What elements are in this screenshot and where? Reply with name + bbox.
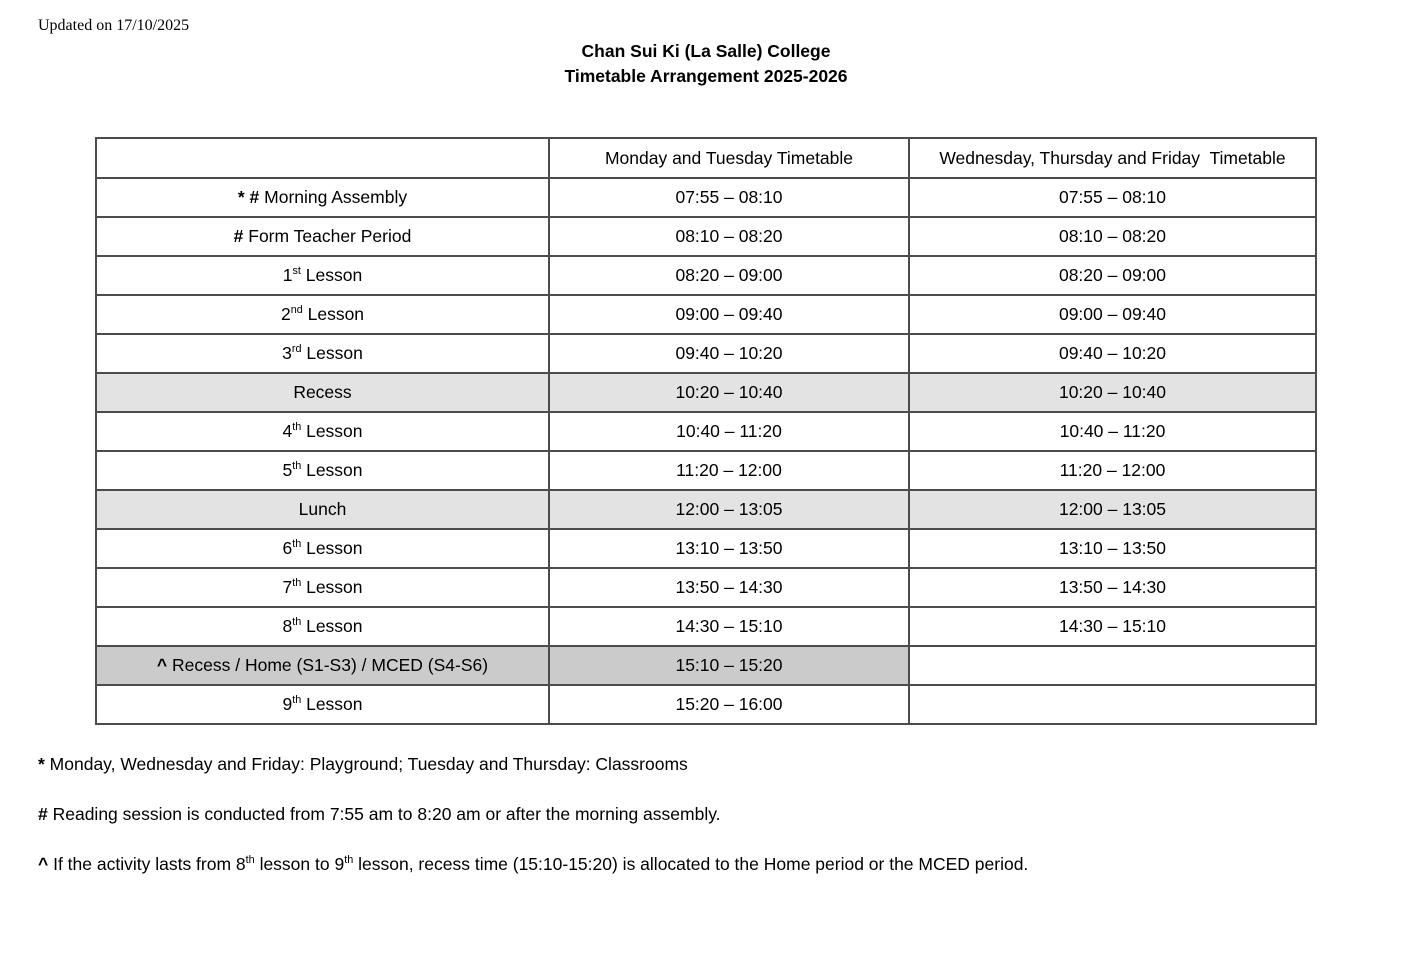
text-segment: Lesson: [301, 421, 363, 441]
timetable-row: [96, 646, 1316, 685]
text-segment: Recess: [293, 382, 352, 402]
timetable-row: [96, 685, 1316, 724]
text-segment: Lunch: [298, 499, 347, 519]
text-segment: 2: [280, 304, 291, 324]
timetable-row: [96, 568, 1316, 607]
timetable: [95, 137, 1317, 725]
period-cell: [96, 217, 549, 256]
timetable-row: [96, 412, 1316, 451]
period-cell: [96, 529, 549, 568]
timetable-body: [96, 178, 1316, 724]
time-cell-wed-thu-fri: 10:40 – 11:20: [909, 412, 1316, 451]
period-cell: [96, 568, 549, 607]
text-segment: 8: [282, 616, 293, 636]
time-cell-wed-thu-fri: 12:00 – 13:05: [909, 490, 1316, 529]
period-cell: [96, 256, 549, 295]
ordinal-superscript: rd: [291, 343, 302, 356]
ordinal-superscript: th: [292, 616, 302, 629]
symbol-prefix: ^: [38, 854, 49, 874]
timetable-row: [96, 451, 1316, 490]
text-segment: Lesson: [301, 538, 363, 558]
ordinal-superscript: th: [292, 460, 302, 473]
period-cell: [96, 685, 549, 724]
text-segment: Lesson: [301, 694, 363, 714]
time-cell-mon-tue: 07:55 – 08:10: [549, 178, 909, 217]
time-cell-mon-tue: 11:20 – 12:00: [549, 451, 909, 490]
text-segment: Morning Assembly: [259, 187, 408, 207]
symbol-prefix: *: [38, 754, 45, 774]
timetable-row: [96, 295, 1316, 334]
time-cell-mon-tue: 15:20 – 16:00: [549, 685, 909, 724]
text-segment: 6: [282, 538, 293, 558]
page-title-line1: Chan Sui Ki (La Salle) College: [581, 41, 831, 61]
ordinal-superscript: th: [292, 694, 302, 707]
time-cell-mon-tue: 10:20 – 10:40: [549, 373, 909, 412]
footnotes: [38, 754, 1412, 874]
ordinal-superscript: th: [245, 854, 255, 867]
period-cell: [96, 295, 549, 334]
text-segment: Lesson: [300, 265, 363, 285]
time-cell-mon-tue: 08:10 – 08:20: [549, 217, 909, 256]
text-segment: 7: [282, 577, 293, 597]
ordinal-superscript: st: [292, 265, 301, 278]
text-segment: 4: [282, 421, 293, 441]
time-cell-wed-thu-fri: 09:40 – 10:20: [909, 334, 1316, 373]
period-cell: [96, 451, 549, 490]
time-cell-mon-tue: 12:00 – 13:05: [549, 490, 909, 529]
time-cell-wed-thu-fri: [909, 685, 1316, 724]
page-title: [0, 0, 1412, 89]
time-cell-wed-thu-fri: 08:10 – 08:20: [909, 217, 1316, 256]
text-segment: Lesson: [302, 304, 365, 324]
footnote: [38, 804, 1412, 824]
text-segment: lesson to 9: [254, 854, 345, 874]
ordinal-superscript: th: [344, 854, 354, 867]
timetable-row: [96, 334, 1316, 373]
timetable-row: [96, 256, 1316, 295]
text-segment: lesson, recess time (15:10-15:20) is allocated to the Home period or the MCED period.: [353, 854, 1029, 874]
time-cell-wed-thu-fri: 11:20 – 12:00: [909, 451, 1316, 490]
mon-tue-header-cell: Monday and Tuesday Timetable: [549, 138, 909, 178]
text-segment: If the activity lasts from 8: [48, 854, 246, 874]
time-cell-mon-tue: 09:00 – 09:40: [549, 295, 909, 334]
text-segment: Lesson: [301, 616, 363, 636]
text-segment: Recess / Home (S1-S3) / MCED (S4-S6): [167, 655, 489, 675]
period-cell: [96, 334, 549, 373]
time-cell-mon-tue: 15:10 – 15:20: [549, 646, 909, 685]
period-cell: [96, 178, 549, 217]
ordinal-superscript: th: [292, 577, 302, 590]
corner-header-cell: [96, 138, 549, 178]
time-cell-mon-tue: 10:40 – 11:20: [549, 412, 909, 451]
period-cell: [96, 412, 549, 451]
text-segment: 9: [282, 694, 293, 714]
time-cell-wed-thu-fri: 13:50 – 14:30: [909, 568, 1316, 607]
symbol-prefix: #: [233, 226, 244, 246]
time-cell-mon-tue: 14:30 – 15:10: [549, 607, 909, 646]
text-segment: Reading session is conducted from 7:55 am to 8:20 am or after the morning assembly.: [47, 804, 721, 824]
timetable-row: [96, 178, 1316, 217]
time-cell-mon-tue: 09:40 – 10:20: [549, 334, 909, 373]
symbol-prefix: #: [38, 804, 48, 824]
page-title-line2: Timetable Arrangement 2025-2026: [564, 66, 848, 86]
footnote: [38, 754, 1412, 774]
timetable-header: [96, 138, 1316, 178]
timetable-row: [96, 373, 1316, 412]
text-segment: 3: [282, 343, 292, 363]
ordinal-superscript: th: [292, 538, 302, 551]
symbol-prefix: ^: [156, 655, 168, 675]
time-cell-wed-thu-fri: 13:10 – 13:50: [909, 529, 1316, 568]
timetable-header-row: [96, 138, 1316, 178]
timetable-row: [96, 607, 1316, 646]
text-segment: Lesson: [301, 343, 363, 363]
time-cell-mon-tue: 08:20 – 09:00: [549, 256, 909, 295]
time-cell-wed-thu-fri: 09:00 – 09:40: [909, 295, 1316, 334]
wed-thu-fri-header-cell: Wednesday, Thursday and Friday Timetable: [909, 138, 1316, 178]
period-cell: [96, 490, 549, 529]
ordinal-superscript: nd: [290, 304, 303, 317]
time-cell-wed-thu-fri: 10:20 – 10:40: [909, 373, 1316, 412]
text-segment: 1: [282, 265, 293, 285]
period-cell: [96, 646, 549, 685]
time-cell-mon-tue: 13:50 – 14:30: [549, 568, 909, 607]
text-segment: Lesson: [301, 577, 363, 597]
time-cell-wed-thu-fri: 07:55 – 08:10: [909, 178, 1316, 217]
text-segment: 5: [282, 460, 293, 480]
timetable-row: [96, 529, 1316, 568]
text-segment: Form Teacher Period: [243, 226, 412, 246]
text-segment: Monday, Wednesday and Friday: Playground; Tuesday and Thursday: Classrooms: [44, 754, 688, 774]
time-cell-mon-tue: 13:10 – 13:50: [549, 529, 909, 568]
time-cell-wed-thu-fri: [909, 646, 1316, 685]
text-segment: Lesson: [301, 460, 363, 480]
period-cell: [96, 607, 549, 646]
footnote: [38, 854, 1412, 874]
ordinal-superscript: th: [292, 421, 302, 434]
timetable-row: [96, 217, 1316, 256]
timetable-row: [96, 490, 1316, 529]
time-cell-wed-thu-fri: 14:30 – 15:10: [909, 607, 1316, 646]
symbol-prefix: * #: [237, 187, 260, 207]
period-cell: [96, 373, 549, 412]
updated-note: Updated on 17/10/2025: [38, 17, 190, 34]
time-cell-wed-thu-fri: 08:20 – 09:00: [909, 256, 1316, 295]
